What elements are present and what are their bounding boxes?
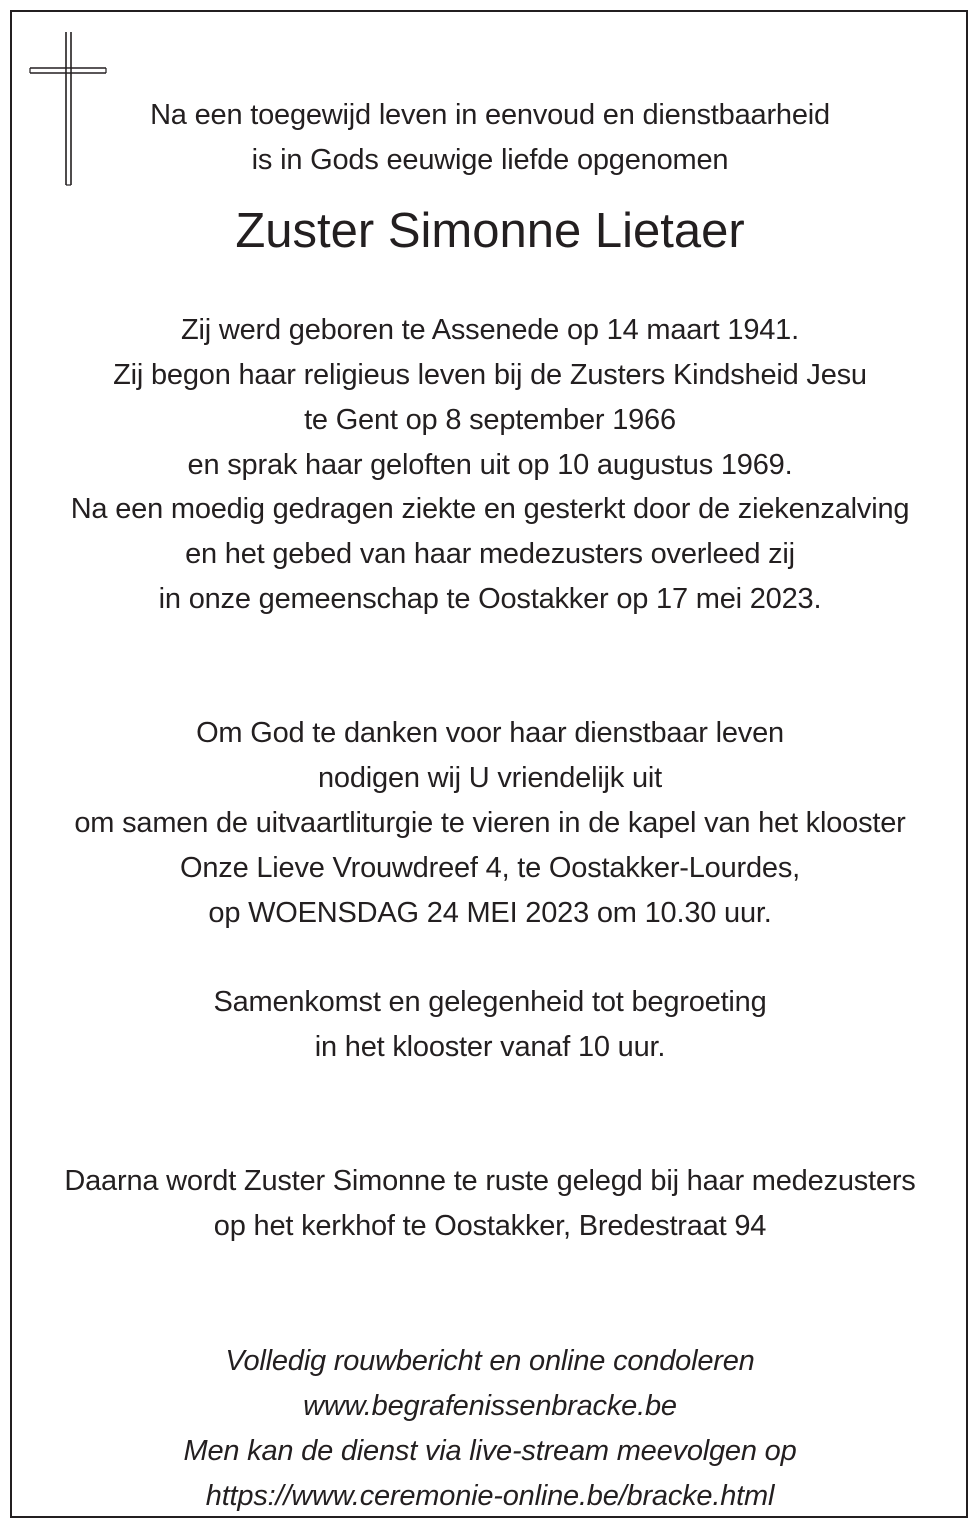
biography-line: en het gebed van haar medezusters overleed zij [185,538,795,570]
intro-line: is in Gods eeuwige liefde opgenomen [251,144,729,176]
biography-line: Zij werd geboren te Assenede op 14 maart 1941. [181,314,799,346]
invitation-line: Onze Lieve Vrouwdreef 4, te Oostakker-Lourdes, [180,852,800,884]
footer-line: Volledig rouwbericht en online condoleren [225,1345,755,1377]
biography-line: Zij begon haar religieus leven bij de Zusters Kindsheid Jesu [113,359,867,391]
biography-line: en sprak haar geloften uit op 10 augustus 1969. [187,449,793,481]
invitation-line: Om God te danken voor haar dienstbaar leven [196,717,784,749]
invitation-line: om samen de uitvaartliturgie te vieren in de kapel van het klooster [74,807,906,839]
intro-line: Na een toegewijd leven in eenvoud en dienstbaarheid [150,99,830,131]
invitation-line: op WOENSDAG 24 MEI 2023 om 10.30 uur. [208,897,772,929]
invitation-line: nodigen wij U vriendelijk uit [318,762,662,794]
gathering-line: Samenkomst en gelegenheid tot begroeting [213,986,767,1018]
burial-line: Daarna wordt Zuster Simonne te ruste gelegd bij haar medezusters [64,1165,916,1197]
livestream-link[interactable]: https://www.ceremonie-online.be/bracke.html [205,1480,775,1512]
burial-line: op het kerkhof te Oostakker, Bredestraat 94 [213,1210,767,1242]
biography-line: Na een moedig gedragen ziekte en gesterkt door de ziekenzalving [70,493,910,525]
biography-line: in onze gemeenschap te Oostakker op 17 mei 2023. [158,583,822,615]
deceased-name: Zuster Simonne Lietaer [235,204,745,258]
footer-line: Men kan de dienst via live-stream meevolgen op [183,1435,797,1467]
website-link[interactable]: www.begrafenissenbracke.be [303,1390,677,1422]
biography-line: te Gent op 8 september 1966 [304,404,676,436]
gathering-line: in het klooster vanaf 10 uur. [314,1031,666,1063]
